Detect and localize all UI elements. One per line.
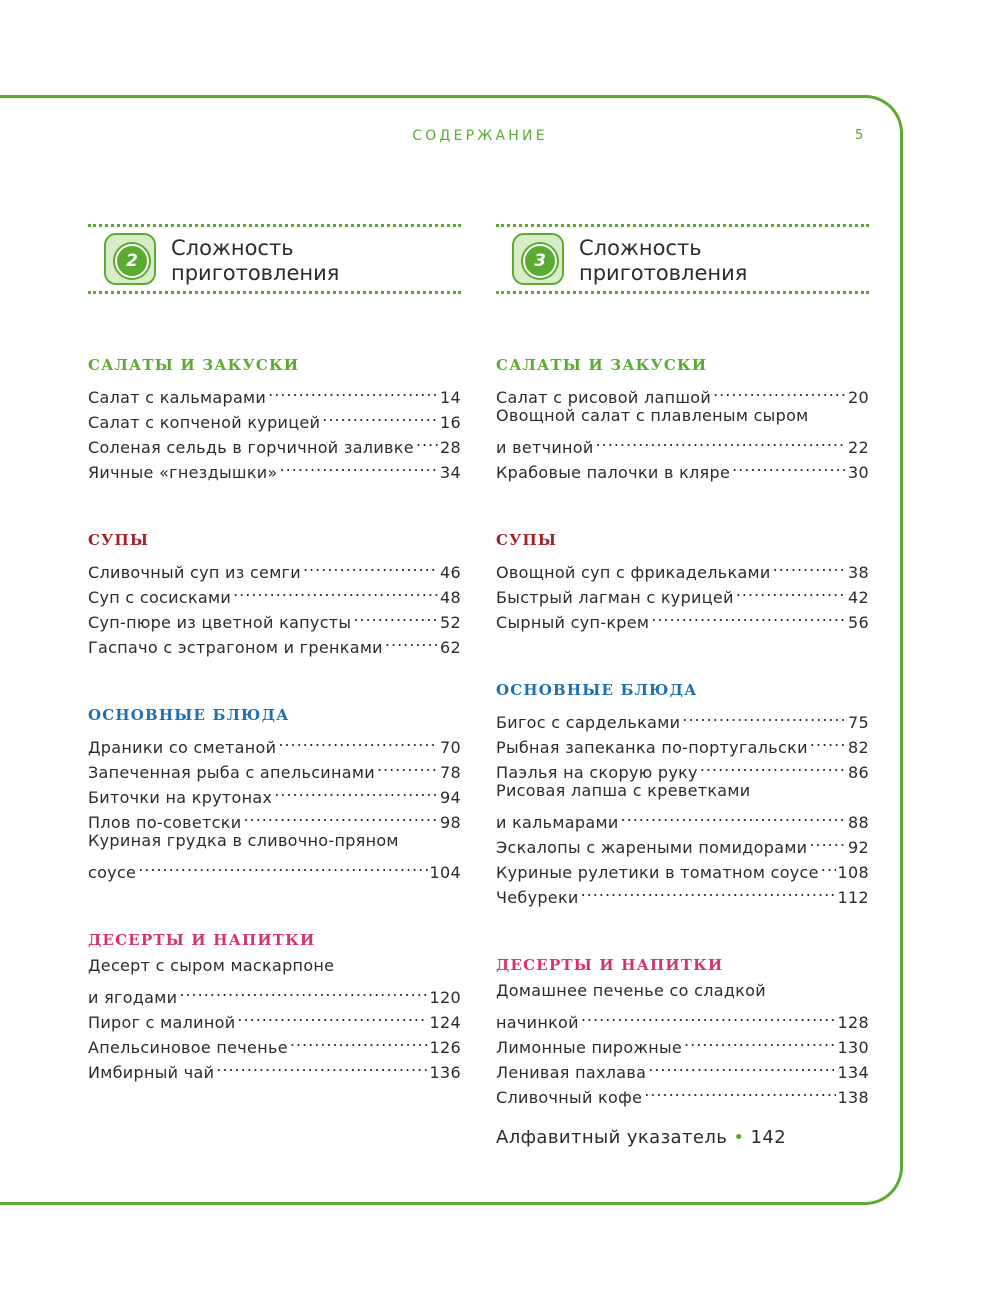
toc-entry[interactable]: Пирог с малиной ..... 124 bbox=[88, 1003, 461, 1028]
section-title: СУПЫ bbox=[88, 531, 150, 549]
difficulty-number: 2 bbox=[115, 244, 149, 278]
section-title: ОСНОВНЫЕ БЛЮДА bbox=[88, 706, 290, 724]
toc-entry[interactable]: Чебуреки ..... 112 bbox=[496, 878, 869, 903]
section-title: САЛАТЫ И ЗАКУСКИ bbox=[88, 356, 300, 374]
section-title: СУПЫ bbox=[496, 531, 558, 549]
toc-entry[interactable]: Сырный суп-крем ..... 56 bbox=[496, 603, 869, 628]
divider bbox=[496, 224, 869, 227]
section-title: ОСНОВНЫЕ БЛЮДА bbox=[496, 681, 698, 699]
bullet-icon: • bbox=[733, 1127, 745, 1148]
toc-entry[interactable]: Суп с сосисками ..... 48 bbox=[88, 578, 461, 603]
section-title: ДЕСЕРТЫ И НАПИТКИ bbox=[496, 956, 724, 974]
toc-entry[interactable]: Сливочный кофе ..... 138 bbox=[496, 1078, 869, 1103]
toc-entry[interactable]: Апельсиновое печенье ..... 126 bbox=[88, 1028, 461, 1053]
section-title: ДЕСЕРТЫ И НАПИТКИ bbox=[88, 931, 316, 949]
toc-entry[interactable]: соусе ..... 104 bbox=[88, 853, 461, 878]
section-salads bbox=[496, 353, 869, 482]
toc-entry[interactable]: Паэлья на скорую руку ..... 86 bbox=[496, 753, 869, 778]
toc-entry[interactable]: Овощной суп с фрикадельками ..... 38 bbox=[496, 553, 869, 578]
toc-entry[interactable]: Рыбная запеканка по-португальски ..... 82 bbox=[496, 728, 869, 753]
section-salads bbox=[88, 353, 461, 482]
toc-entry[interactable]: Яичные «гнездышки» ..... 34 bbox=[88, 453, 461, 478]
divider bbox=[496, 291, 869, 294]
toc-entry[interactable]: Куриные рулетики в томатном соусе ..... 108 bbox=[496, 853, 869, 878]
toc-entry-line1[interactable]: Десерт с сыром маскарпоне bbox=[88, 956, 335, 975]
toc-entry[interactable]: Гаспачо с эстрагоном и гренками ..... 62 bbox=[88, 628, 461, 653]
toc-entry[interactable]: Эскалопы с жареными помидорами ..... 92 bbox=[496, 828, 869, 853]
section-desserts bbox=[496, 953, 869, 1107]
toc-entry[interactable]: Запеченная рыба с апельсинами ..... 78 bbox=[88, 753, 461, 778]
toc-entry[interactable]: Салат с рисовой лапшой ..... 20 bbox=[496, 378, 869, 403]
difficulty-badge bbox=[512, 233, 564, 285]
toc-entry[interactable]: и ветчиной ..... 22 bbox=[496, 428, 869, 453]
toc-entry[interactable]: Плов по-советски ..... 98 bbox=[88, 803, 461, 828]
toc-entry[interactable]: Салат с копченой курицей ..... 16 bbox=[88, 403, 461, 428]
section-main-courses bbox=[496, 678, 869, 907]
section-desserts bbox=[88, 928, 461, 1082]
section-soups bbox=[88, 528, 461, 657]
toc-entry[interactable]: Бигос с сардельками ..... 75 bbox=[496, 703, 869, 728]
toc-entry[interactable]: Соленая сельдь в горчичной заливке ..... 28 bbox=[88, 428, 461, 453]
section-main-courses bbox=[88, 703, 461, 882]
toc-entry[interactable]: Быстрый лагман с курицей ..... 42 bbox=[496, 578, 869, 603]
difficulty-number: 3 bbox=[523, 244, 557, 278]
toc-entry[interactable]: и кальмарами ..... 88 bbox=[496, 803, 869, 828]
toc-entry[interactable]: Сливочный суп из семги ..... 46 bbox=[88, 553, 461, 578]
toc-entry[interactable]: Ленивая пахлава ..... 134 bbox=[496, 1053, 869, 1078]
toc-entry[interactable]: начинкой ..... 128 bbox=[496, 1003, 869, 1028]
toc-entry[interactable]: Биточки на крутонах ..... 94 bbox=[88, 778, 461, 803]
toc-entry[interactable]: Суп-пюре из цветной капусты ..... 52 bbox=[88, 603, 461, 628]
section-title: САЛАТЫ И ЗАКУСКИ bbox=[496, 356, 708, 374]
toc-entry[interactable]: Драники со сметаной ..... 70 bbox=[88, 728, 461, 753]
toc-entry-line1[interactable]: Домашнее печенье со сладкой bbox=[496, 981, 766, 1000]
toc-entry[interactable]: Крабовые палочки в кляре ..... 30 bbox=[496, 453, 869, 478]
section-soups bbox=[496, 528, 869, 632]
page-title: СОДЕРЖАНИЕ bbox=[412, 128, 548, 144]
divider bbox=[88, 224, 461, 227]
toc-entry[interactable]: Салат с кальмарами ..... 14 bbox=[88, 378, 461, 403]
difficulty-label: Сложность приготовления bbox=[579, 236, 748, 285]
toc-entry[interactable]: Лимонные пирожные ..... 130 bbox=[496, 1028, 869, 1053]
alphabetical-index-entry[interactable]: Алфавитный указатель • 142 bbox=[496, 1127, 787, 1148]
toc-entry-line1[interactable]: Рисовая лапша с креветками bbox=[496, 781, 751, 800]
divider bbox=[88, 291, 461, 294]
page-number: 5 bbox=[855, 128, 864, 143]
toc-entry-line1[interactable]: Овощной салат с плавленым сыром bbox=[496, 406, 809, 425]
difficulty-badge bbox=[104, 233, 156, 285]
toc-entry-line1[interactable]: Куриная грудка в сливочно-пряном bbox=[88, 831, 399, 850]
toc-entry[interactable]: Имбирный чай ..... 136 bbox=[88, 1053, 461, 1078]
difficulty-label: Сложность приготовления bbox=[171, 236, 340, 285]
toc-entry[interactable]: и ягодами ..... 120 bbox=[88, 978, 461, 1003]
